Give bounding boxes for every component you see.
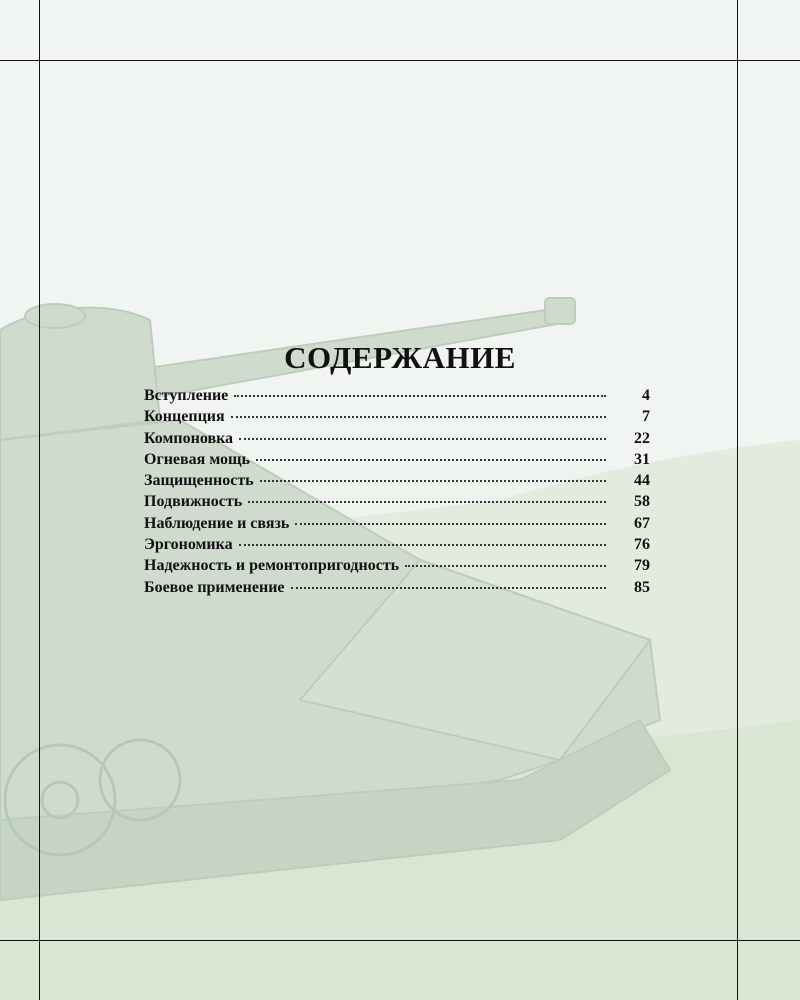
toc-entry xyxy=(144,515,650,536)
toc-leader-dots xyxy=(239,438,606,440)
toc-entry-page: 58 xyxy=(634,493,650,511)
toc-entry-page: 7 xyxy=(642,408,650,426)
toc-entry-page: 79 xyxy=(634,557,650,575)
toc-entry-label: Боевое применение xyxy=(144,578,285,596)
toc-leader-dots xyxy=(260,480,606,482)
toc-entry-label: Вступление xyxy=(144,387,229,404)
toc-entry-label: Защищенность xyxy=(144,472,254,490)
toc-entry xyxy=(144,579,650,600)
toc-entry xyxy=(144,557,650,578)
toc-leader-dots xyxy=(234,395,606,397)
crop-mark-top xyxy=(0,60,800,61)
toc-leader-dots xyxy=(239,544,606,546)
crop-mark-left xyxy=(39,0,40,1000)
crop-mark-bottom xyxy=(0,940,800,941)
toc-entry-page: 85 xyxy=(634,578,650,596)
toc-entry xyxy=(144,408,650,429)
toc-entry-page: 44 xyxy=(634,472,650,490)
toc-entry-label: Наблюдение и связь xyxy=(144,514,290,532)
toc-entry-page: 4 xyxy=(642,387,650,404)
toc-leader-dots xyxy=(256,459,606,461)
toc-entry-page: 31 xyxy=(634,450,650,468)
toc-leader-dots xyxy=(248,501,606,503)
toc-entry-label: Надежность и ремонтопригодность xyxy=(144,557,400,575)
toc-leader-dots xyxy=(295,523,606,525)
toc-entry xyxy=(144,472,650,493)
crop-mark-right xyxy=(737,0,738,1000)
toc-entry xyxy=(144,451,650,472)
toc-entry-page: 22 xyxy=(634,429,650,447)
toc-leader-dots xyxy=(291,587,606,589)
toc-entry xyxy=(144,493,650,514)
table-of-contents xyxy=(144,387,650,600)
page-title: СОДЕРЖАНИЕ xyxy=(284,340,516,375)
toc-entry-page: 76 xyxy=(634,536,650,554)
toc-entry xyxy=(144,387,650,408)
toc-entry-label: Эргономика xyxy=(144,536,233,554)
toc-entry-label: Подвижность xyxy=(144,493,243,511)
toc-entry-page: 67 xyxy=(634,514,650,532)
toc-leader-dots xyxy=(231,416,606,418)
toc-entry xyxy=(144,430,650,451)
toc-entry-label: Компоновка xyxy=(144,429,234,447)
toc-entry-label: Концепция xyxy=(144,408,225,426)
toc-leader-dots xyxy=(405,565,606,567)
toc-entry xyxy=(144,536,650,557)
toc-entry-label: Огневая мощь xyxy=(144,450,250,468)
